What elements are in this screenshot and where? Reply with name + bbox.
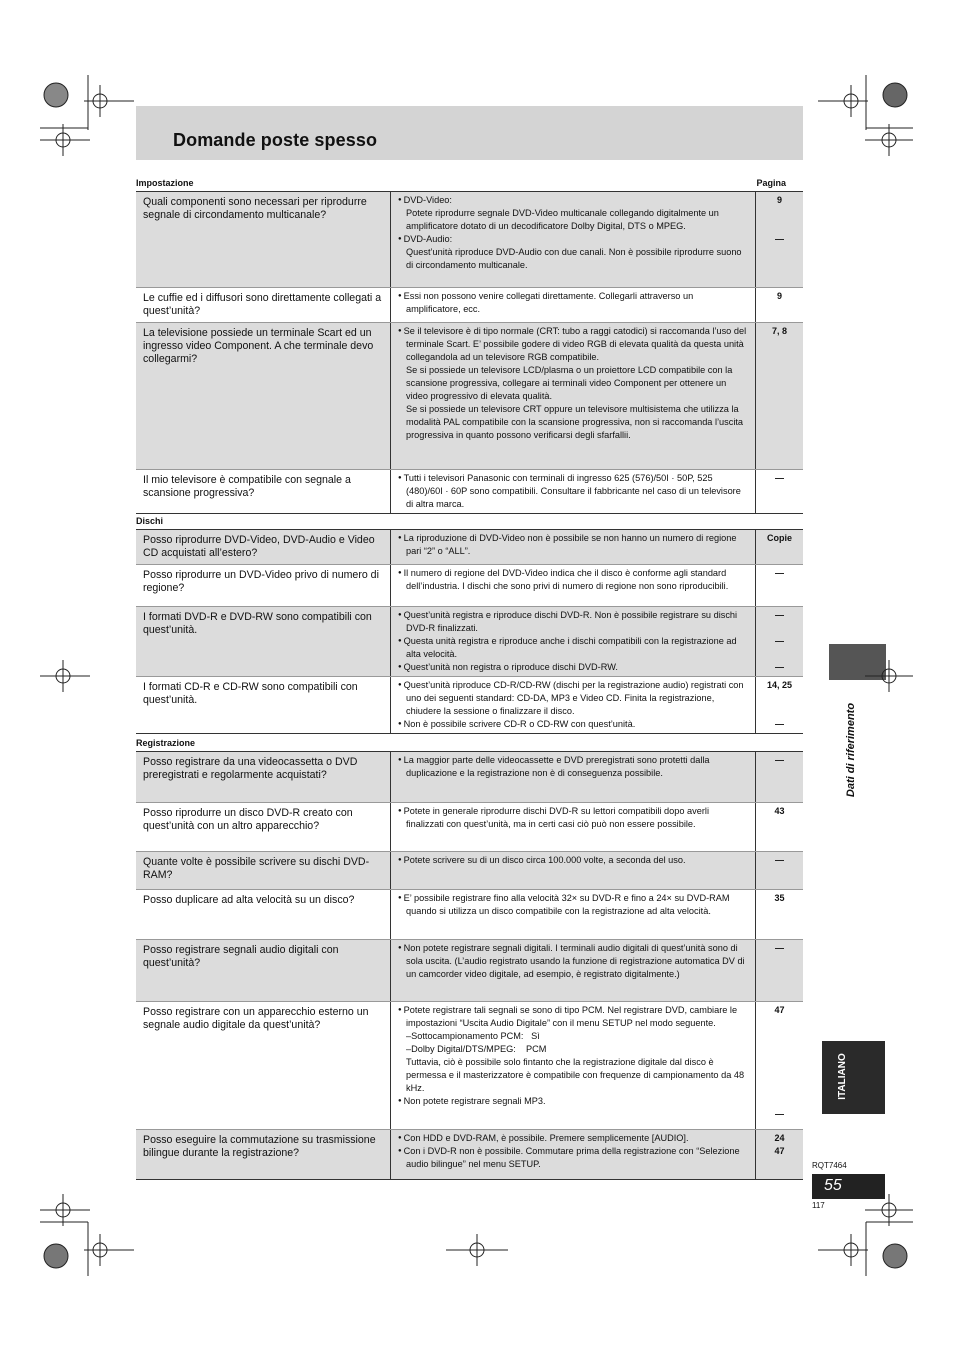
page-number: 55 [824,1177,842,1194]
question: Posso riprodurre DVD-Video, DVD-Audio e Video CD acquistati all’estero? [136,530,391,565]
answer-line: Se si possiede un televisore CRT oppure un televisore multisistema che utilizza la modalità PAL compatibile con la scansione progressiva, non si raccomanda l’uscita progressiva in quanto possono verificarsi degli sfarfallii. [406,403,744,440]
page-ref-value: — [775,472,784,483]
answer [391,1001,756,1129]
section-impostazione [136,178,803,514]
answer-line: ● Con i DVD-R non è possibile. Commutare prima della registrazione con “Selezione audio bilingue” nel menu SETUP. [398,1145,749,1171]
side-section-label: Dati di riferimento [845,702,857,798]
language-tab [822,1041,885,1114]
answer [391,530,756,565]
question: I formati DVD-R e DVD-RW sono compatibili con quest’unità. [136,607,391,677]
answer-line: Potete riprodurre segnale DVD-Video multicanale collegando digitalmente un amplificatore dotato di un decodificatore Dolby Digital, DTS o MPEG. [406,208,719,231]
table-row [136,889,803,939]
answer [391,802,756,851]
answer-line: –Dolby Digital/DTS/MPEG: PCM [406,1043,547,1054]
table-row [136,752,803,802]
section-label: Registrazione [136,738,196,748]
question: Posso riprodurre un disco DVD-R creato con quest’unità con un altro apparecchio? [136,802,391,851]
question: Posso riprodurre un DVD-Video privo di numero di regione? [136,565,391,607]
section-label: Impostazione [136,178,194,188]
table-row [136,287,803,322]
page-ref-value: — [775,610,784,620]
page-ref-value: 14, 25 [766,680,793,690]
table-row [136,469,803,513]
page-ref [756,889,804,939]
page-ref-value: 35 [774,892,785,903]
answer-line: –Sottocampionamento PCM: Sì [406,1030,540,1041]
page-ref-value: 7, 8 [771,325,787,336]
table-row [136,939,803,1001]
page-ref-value: 9 [776,290,782,301]
page-ref [756,530,804,565]
page-ref-value: — [775,636,784,646]
page-number-box [812,1174,885,1199]
faq-table [136,192,803,514]
answer-line: ● Non potete registrare segnali MP3. [398,1095,749,1108]
answer-line: ● La maggior parte delle videocassette e DVD preregistrati sono protetti dalla duplicazione e la registrazione non è di conseguenza possibile. [398,754,749,780]
page-ref [756,802,804,851]
page-ref-value: Copie [766,533,792,543]
table-row [136,322,803,469]
page-ref [756,469,804,513]
page-ref-value: 24 [774,1132,785,1143]
answer-line: ● Quest’unità riproduce CD-R/CD-RW (dischi per la registrazione audio) registrati con uno dei seguenti standard: CD-DA, MP3 e Video CD. Finita la registrazione, chiudere la sessione o finalizzare il disco. [398,679,749,718]
answer-line: ● Potete in generale riprodurre dischi DVD-R su lettori compatibili dopo averli finalizzati con quest’unità, ma in certi casi ciò può non essere possibile. [398,805,749,831]
answer-line: ● Tutti i televisori Panasonic con terminali di ingresso 625 (576)/50I · 50P, 525 (480)/60I · 60P sono compatibili. Consultare il fabbricante nel caso di un televisore di altra marca. [398,472,749,511]
table-row [136,1001,803,1129]
question: Quali componenti sono necessari per riprodurre segnale di circondamento multicanale? [136,192,391,287]
answer [391,851,756,889]
answer-line: ● Non è possibile scrivere CD-R o CD-RW con quest’unità. [398,718,749,731]
table-row [136,677,803,734]
section-registrazione [136,738,803,1180]
answer-line: Se si possiede un televisore LCD/plasma o un proiettore LCD compatibile con la scansione progressiva, collegare ai terminali video Component per ottenere un video progressivo di elevata qualità. [406,364,733,401]
table-row [136,565,803,607]
title-bar [136,106,803,160]
answer [391,752,756,802]
page-ref [756,1001,804,1129]
table-row [136,607,803,677]
page-ref-value: — [775,568,784,578]
table-row [136,802,803,851]
answer-line: ● Il numero di regione del DVD-Video indica che il disco è conforme agli standard dell’industria. I dischi che sono privi di numero di regione non sono riproducibili. [398,567,749,593]
answer-line: ● Se il televisore è di tipo normale (CRT: tubo a raggi catodici) si raccomanda l’uso del terminale Scart. E’ possibile godere di video RGB di elevata qualità da questa unità collegandola ad un televisore RGB compatibile. [398,325,749,364]
side-tab-marker [829,644,886,680]
question: Posso registrare segnali audio digitali con quest’unità? [136,939,391,1001]
question: Posso eseguire la commutazione su trasmissione bilingue durante la registrazione? [136,1129,391,1179]
page-ref [756,565,804,607]
page-ref-value: — [775,234,784,244]
section-header [136,738,803,752]
answer [391,677,756,734]
table-row [136,1129,803,1179]
page-column-label: Pagina [756,178,786,188]
question: Posso registrare con un apparecchio esterno un segnale audio digitale da quest’unità? [136,1001,391,1129]
question: Le cuffie ed i diffusori sono direttamente collegati a quest’unità? [136,287,391,322]
answer-line: ● DVD-Audio: [398,233,749,246]
answer [391,607,756,677]
answer-line: ● Non potete registrare segnali digitali. I terminali audio digitali di quest’unità sono di sola uscita. (L’audio registrato usando la funzione di registrazione automatica DV di un camcorder video digitale, ad esempio, è registrato digitalmente.) [398,942,749,981]
page-ref-value: 47 [774,1004,785,1015]
answer-line: Quest’unità riproduce DVD-Audio con due canali. Non è possibile riprodurre suono di circondamento multicanale. [406,247,742,270]
page-ref-value: — [775,719,784,729]
page-ref-value: — [775,854,784,865]
page-title: Domande poste spesso [173,130,378,150]
document-code: RQT7464 [812,1161,847,1170]
page-ref-value: 43 [774,805,785,816]
table-row [136,851,803,889]
page-ref-value: — [775,755,784,765]
page-ref [756,1129,804,1179]
page-ref-value: 9 [776,195,782,205]
faq-table [136,752,803,1180]
answer-line: ● Questa unità registra e riproduce anche i dischi compatibili con la registrazione ad alta velocità. [398,635,749,661]
sheet-number: 117 [812,1201,825,1210]
table-row [136,530,803,565]
section-label: Dischi [136,516,164,526]
question: Il mio televisore è compatibile con segnale a scansione progressiva? [136,469,391,513]
section-header [136,178,803,192]
section-dischi [136,516,803,734]
page-ref [756,939,804,1001]
answer-line: ● E’ possibile registrare fino alla velocità 32× su DVD-R e fino a 24× su DVD-RAM quando si utilizza un disco compatibile con la registrazione ad alta velocità. [398,892,749,918]
page-ref [756,677,804,734]
answer-line: ● Quest’unità registra e riproduce dischi DVD-R. Non è possibile registrare su dischi DVD-R finalizzati. [398,609,749,635]
page-ref-value: — [775,1108,784,1119]
page-ref [756,607,804,677]
answer [391,287,756,322]
answer [391,1129,756,1179]
answer [391,565,756,607]
answer-line: ● Con HDD e DVD-RAM, è possibile. Premere semplicemente [AUDIO]. [398,1132,749,1145]
page-ref [756,287,804,322]
answer-line: ● DVD-Video: [398,194,749,207]
answer [391,469,756,513]
question: Quante volte è possibile scrivere su dischi DVD-RAM? [136,851,391,889]
answer-line: ● Essi non possono venire collegati direttamente. Collegarli attraverso un amplificatore, ecc. [398,290,749,316]
answer-line: ● Quest’unità non registra o riproduce dischi DVD-RW. [398,661,749,674]
answer-line: ● Potete scrivere su di un disco circa 100.000 volte, a seconda del uso. [398,854,749,867]
answer [391,322,756,469]
answer-line: ● La riproduzione di DVD-Video non è possibile se non hanno un numero di regione pari “2” o “ALL”. [398,532,749,558]
answer-line: Tuttavia, ciò è possibile solo fintanto che la registrazione digitale dal disco è permessa e il masterizzatore è compatibile con frequenze di campionamento da 48 kHz. [406,1056,745,1093]
question: Posso registrare da una videocassetta o DVD preregistrati e regolarmente acquistati? [136,752,391,802]
table-row [136,192,803,287]
page-ref [756,192,804,287]
question: La televisione possiede un terminale Scart ed un ingresso video Component. A che terminale devo collegarmi? [136,322,391,469]
answer [391,192,756,287]
answer-line: ● Potete registrare tali segnali se sono di tipo PCM. Nel registrare DVD, cambiare le impostazioni “Uscita Audio Digitale” con il menu SETUP nel modo seguente. [398,1004,749,1030]
page-ref-value: 47 [774,1145,785,1156]
page-ref [756,322,804,469]
section-header [136,516,803,530]
page-ref [756,752,804,802]
page-ref [756,851,804,889]
question: I formati CD-R e CD-RW sono compatibili con quest’unità. [136,677,391,734]
question: Posso duplicare ad alta velocità su un disco? [136,889,391,939]
page-ref-value: — [775,942,784,953]
language-label: ITALIANO [837,1053,848,1100]
answer [391,939,756,1001]
answer [391,889,756,939]
faq-table [136,530,803,734]
page-ref-value: — [775,662,784,672]
